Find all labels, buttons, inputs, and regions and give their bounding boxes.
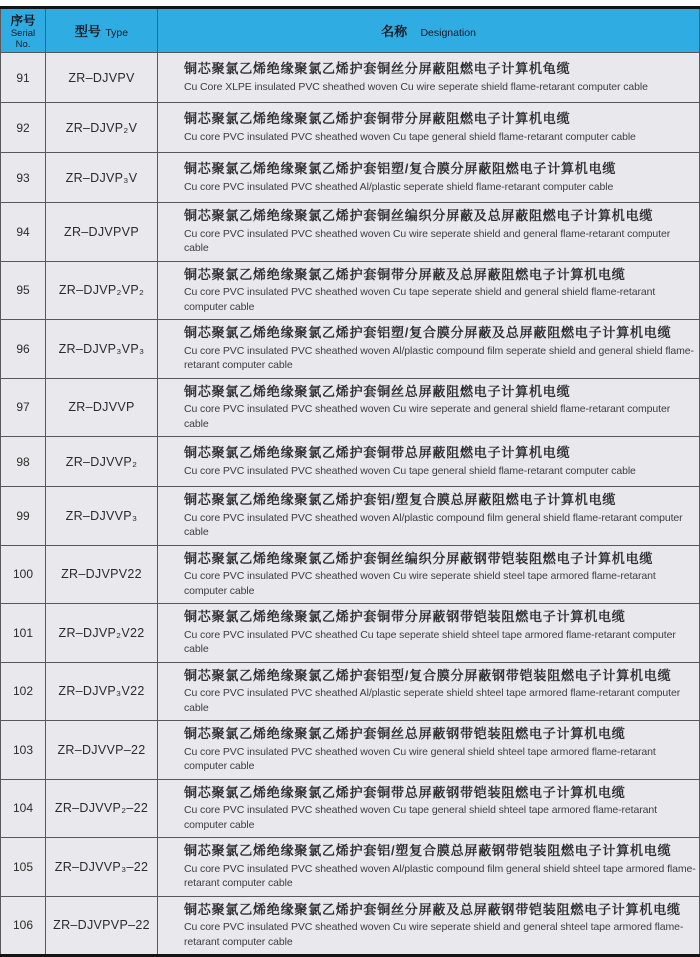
serial-cell: 99 [1, 487, 46, 546]
designation-chinese: 铜芯聚氯乙烯绝缘聚氯乙烯护套铜带总屏蔽钢带铠装阻燃电子计算机电缆 [184, 784, 626, 800]
designation-english: Cu core PVC insulated PVC sheathed Cu tape seperate shield shteel tape armored flame-retarant computer cable [184, 628, 676, 655]
designation-english: Cu core PVC insulated PVC sheathed woven Cu wire seperate shield and general shteel tape armored flame-retarant computer cable [184, 921, 684, 948]
designation-cell [158, 261, 700, 320]
serial-cell: 96 [1, 320, 46, 379]
designation-english: Cu core PVC insulated PVC sheathed woven Cu wire seperate and general shield flame-retarant computer cable [184, 403, 671, 430]
type-cell: ZR–DJVPVP–22 [46, 896, 158, 956]
designation-chinese: 铜芯聚氯乙烯绝缘聚氯乙烯护套铜丝编织分屏蔽及总屏蔽阻燃电子计算机电缆 [184, 208, 654, 223]
table-row [1, 378, 700, 437]
type-cell: ZR–DJVVP₂ [46, 437, 158, 487]
designation-cell [158, 378, 700, 437]
serial-cell: 92 [1, 103, 46, 153]
type-cell: ZR–DJVP₂V [46, 103, 158, 153]
serial-cell: 102 [1, 662, 46, 721]
designation-english: Cu Core XLPE insulated PVC sheathed woven Cu wire seperate shield flame-retarant computer cable [184, 80, 648, 93]
table-row [1, 721, 700, 780]
designation-chinese: 铜芯聚氯乙烯绝缘聚氯乙烯护套铝塑/复合膜分屏蔽及总屏蔽阻燃电子计算机电缆 [184, 325, 672, 340]
designation-cell [158, 203, 700, 262]
designation-english: Cu core PVC insulated PVC sheathed woven Cu tape general shield shteel tape armored flame-retarant computer cable [184, 804, 657, 831]
table-row [1, 320, 700, 379]
header-row [1, 8, 700, 53]
designation-english: Cu core PVC insulated PVC sheathed woven Cu wire seperate shield steel tape armored flame-retarant computer cable [184, 570, 656, 597]
cable-spec-table [0, 6, 700, 957]
designation-english: Cu core PVC insulated PVC sheathed woven Cu wire seperate shield and general flame-retarant computer cable [184, 227, 671, 254]
designation-cell [158, 779, 700, 838]
type-cell: ZR–DJVP₃VP₃ [46, 320, 158, 379]
serial-cell: 93 [1, 153, 46, 203]
table-row [1, 838, 700, 897]
type-cell: ZR–DJVP₃V [46, 153, 158, 203]
designation-english: Cu core PVC insulated PVC sheathed woven Cu tape general shield flame-retarant computer cable [184, 464, 636, 477]
serial-cell: 100 [1, 545, 46, 604]
header-designation-zh: 名称 [381, 23, 408, 39]
designation-cell [158, 320, 700, 379]
designation-chinese: 铜芯聚氯乙烯绝缘聚氯乙烯护套铝/塑复合膜总屏蔽阻燃电子计算机电缆 [184, 492, 617, 507]
designation-chinese: 铜芯聚氯乙烯绝缘聚氯乙烯护套铜丝总屏蔽阻燃电子计算机电缆 [184, 383, 571, 399]
table-row [1, 487, 700, 546]
serial-cell: 91 [1, 53, 46, 103]
header-type-zh: 型号 [74, 23, 101, 39]
serial-cell: 103 [1, 721, 46, 780]
header-type [46, 8, 158, 53]
designation-chinese: 铜芯聚氯乙烯绝缘聚氯乙烯护套铜带分屏蔽钢带铠装阻燃电子计算机电缆 [184, 609, 626, 624]
table-row [1, 779, 700, 838]
serial-cell: 98 [1, 437, 46, 487]
designation-chinese: 铜芯聚氯乙烯绝缘聚氯乙烯护套铝/塑复合膜总屏蔽钢带铠装阻燃电子计算机电缆 [184, 843, 672, 858]
serial-cell: 104 [1, 779, 46, 838]
table-row [1, 53, 700, 103]
designation-cell [158, 721, 700, 780]
designation-cell [158, 545, 700, 604]
header-serial-en-line2: No. [15, 38, 31, 50]
header-designation-en: Designation [420, 26, 476, 39]
header-serial-no [1, 8, 46, 53]
header-serial-zh: 序号 [10, 14, 36, 28]
serial-cell: 106 [1, 896, 46, 956]
designation-chinese: 铜芯聚氯乙烯绝缘聚氯乙烯护套铜丝分屏蔽及总屏蔽钢带铠装阻燃电子计算机电缆 [184, 901, 681, 917]
designation-cell [158, 437, 700, 487]
type-cell: ZR–DJVVP–22 [46, 721, 158, 780]
table-body [1, 53, 700, 956]
type-cell: ZR–DJVP₂VP₂ [46, 261, 158, 320]
designation-chinese: 铜芯聚氯乙烯绝缘聚氯乙烯护套铝型/复合膜分屏蔽钢带铠装阻燃电子计算机电缆 [184, 667, 672, 683]
designation-cell [158, 153, 700, 203]
designation-cell [158, 604, 700, 663]
type-cell: ZR–DJVVP₂–22 [46, 779, 158, 838]
designation-chinese: 铜芯聚氯乙烯绝缘聚氯乙烯护套铜带分屏蔽及总屏蔽阻燃电子计算机电缆 [184, 266, 626, 282]
type-cell: ZR–DJVP₂V22 [46, 604, 158, 663]
designation-cell [158, 838, 700, 897]
designation-cell [158, 103, 700, 153]
designation-cell [158, 53, 700, 103]
serial-cell: 105 [1, 838, 46, 897]
table-header [1, 8, 700, 53]
designation-english: Cu core PVC insulated PVC sheathed woven Cu tape general shield flame-retarant computer cable [184, 130, 636, 143]
serial-cell: 94 [1, 203, 46, 262]
table-row [1, 896, 700, 956]
table-row [1, 261, 700, 320]
type-cell: ZR–DJVVP₃ [46, 487, 158, 546]
serial-cell: 95 [1, 261, 46, 320]
type-cell: ZR–DJVPVP [46, 203, 158, 262]
designation-chinese: 铜芯聚氯乙烯绝缘聚氯乙烯护套铝塑/复合膜分屏蔽阻燃电子计算机电缆 [184, 161, 617, 176]
serial-cell: 97 [1, 378, 46, 437]
header-serial-en-line1: Serial [10, 28, 36, 39]
table-row [1, 437, 700, 487]
type-cell: ZR–DJVPV22 [46, 545, 158, 604]
table-row [1, 604, 700, 663]
table-row [1, 153, 700, 203]
table-row [1, 103, 700, 153]
designation-english: Cu core PVC insulated PVC sheathed woven Al/plastic compound film general shield flame-retarant computer cable [184, 511, 683, 538]
table-row [1, 545, 700, 604]
type-cell: ZR–DJVP₃V22 [46, 662, 158, 721]
designation-english: Cu core PVC insulated PVC sheathed woven Al/plastic compound film general shield shteel tape armored flame-retarant computer cable [184, 862, 696, 889]
designation-cell [158, 896, 700, 956]
type-cell: ZR–DJVVP [46, 378, 158, 437]
serial-cell: 101 [1, 604, 46, 663]
type-cell: ZR–DJVVP₃–22 [46, 838, 158, 897]
header-type-en: Type [105, 26, 129, 39]
designation-english: Cu core PVC insulated PVC sheathed woven Al/plastic compound film seperate shield and general shield flame-retarant computer cable [184, 344, 694, 371]
designation-chinese: 铜芯聚氯乙烯绝缘聚氯乙烯护套铜带总屏蔽阻燃电子计算机电缆 [184, 445, 571, 460]
designation-cell [158, 487, 700, 546]
designation-cell [158, 662, 700, 721]
header-designation [158, 8, 700, 53]
designation-english: Cu core PVC insulated PVC sheathed woven Cu tape seperate shield and general shield flame-retarant computer cable [184, 286, 656, 313]
designation-chinese: 铜芯聚氯乙烯绝缘聚氯乙烯护套铜丝分屏蔽阻燃电子计算机龟缆 [184, 61, 571, 76]
designation-chinese: 铜芯聚氯乙烯绝缘聚氯乙烯护套铜丝编织分屏蔽钢带铠装阻燃电子计算机电缆 [184, 550, 654, 566]
designation-english: Cu core PVC insulated PVC sheathed Al/plastic seperate shield shteel tape armored flame-retarant computer cable [184, 687, 681, 714]
designation-english: Cu core PVC insulated PVC sheathed woven Cu wire general shield shteel tape armored flame-retarant computer cable [184, 745, 656, 772]
designation-english: Cu core PVC insulated PVC sheathed Al/plastic seperate shield flame-retarant computer cable [184, 180, 614, 193]
designation-chinese: 铜芯聚氯乙烯绝缘聚氯乙烯护套铜带分屏蔽阻燃电子计算机电缆 [184, 111, 571, 126]
table-row [1, 203, 700, 262]
table-row [1, 662, 700, 721]
designation-chinese: 铜芯聚氯乙烯绝缘聚氯乙烯护套铜丝总屏蔽钢带铠装阻燃电子计算机电缆 [184, 726, 626, 741]
type-cell: ZR–DJVPV [46, 53, 158, 103]
